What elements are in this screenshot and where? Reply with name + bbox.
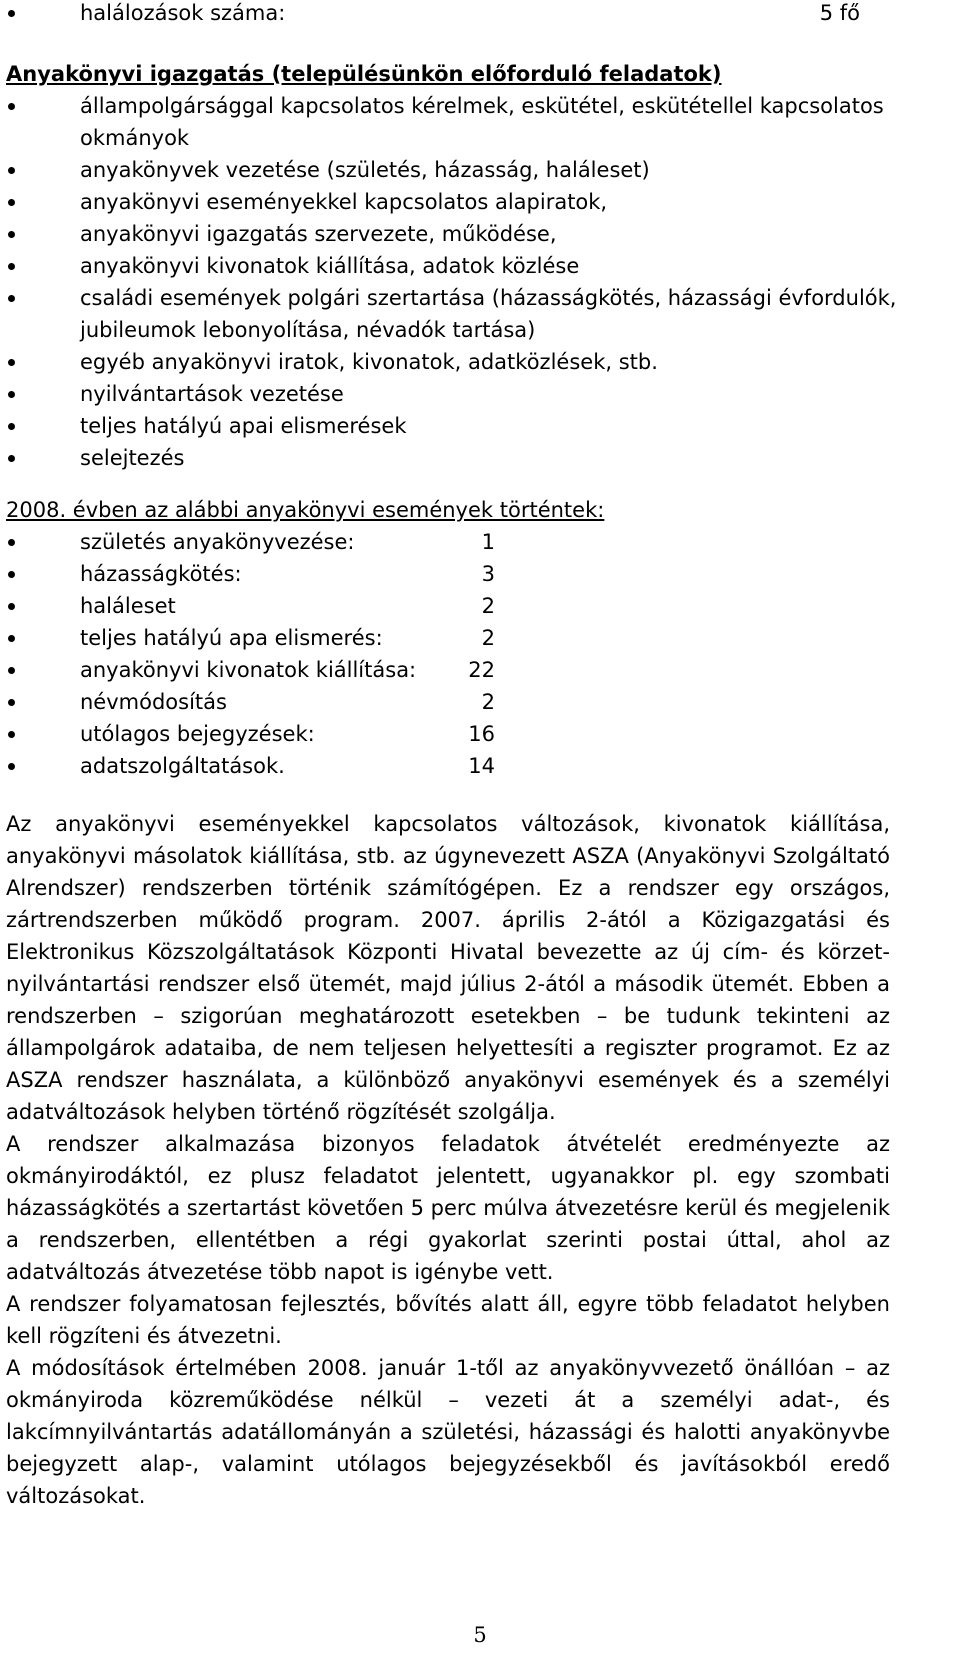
list-item — [0, 558, 906, 590]
list-item — [0, 346, 906, 378]
item-text: selejtezés — [80, 446, 185, 470]
item-text: családi események polgári szertartása (házasságkötés, házassági évfordulók, jubileumok lebonyolítása, névadók tartása) — [80, 286, 897, 342]
item-value: 5 fő — [819, 1, 860, 25]
event-row — [80, 750, 906, 782]
bullet-icon — [8, 359, 15, 366]
bullet-icon — [8, 103, 15, 110]
list-item — [0, 186, 906, 218]
bullet-icon — [8, 667, 15, 674]
section-heading: 2008. évben az alábbi anyakönyvi események történtek: — [6, 498, 605, 522]
section-events-2008 — [6, 494, 906, 782]
bullet-icon — [8, 423, 15, 430]
list-item — [0, 410, 906, 442]
bullet-icon — [8, 699, 15, 706]
event-count: 2 — [481, 690, 495, 714]
list-item — [0, 526, 906, 558]
event-label: haláleset — [80, 594, 176, 618]
bullet-icon — [8, 199, 15, 206]
item-text: nyilvántartások vezetése — [80, 382, 344, 406]
list-item — [0, 590, 906, 622]
list-item — [0, 442, 906, 474]
item-text: állampolgársággal kapcsolatos kérelmek, eskütétel, eskütétellel kapcsolatos okmányok — [80, 94, 884, 150]
list-item — [0, 622, 906, 654]
list-item — [0, 378, 906, 410]
event-label: névmódosítás — [80, 690, 227, 714]
event-count: 14 — [468, 754, 495, 778]
item-text: egyéb anyakönyvi iratok, kivonatok, adatközlések, stb. — [80, 350, 658, 374]
event-row — [80, 558, 906, 590]
event-count: 16 — [468, 722, 495, 746]
list-item — [0, 0, 880, 29]
event-count: 2 — [481, 626, 495, 650]
events-list — [0, 526, 906, 782]
bullet-icon — [8, 635, 15, 642]
event-label: teljes hatályú apa elismerés: — [80, 626, 383, 650]
event-row — [80, 526, 906, 558]
bullet-icon — [8, 10, 15, 17]
bullet-icon — [8, 263, 15, 270]
event-row — [80, 718, 906, 750]
event-row — [80, 590, 906, 622]
paragraph: A rendszer alkalmazása bizonyos feladatok átvételét eredményezte az okmányirodáktól, ez plusz feladatot jelentett, ugyanakkor pl. egy szombati házasságkötés a szertartást követően 5 perc múlva átvezetésre kerül és megjelenik a rendszerben, ellentétben a régi gyakorlat szerinti postai úttal, ahol az adatváltozás átvezetése több napot is igénybe vett. — [6, 1132, 890, 1284]
item-text: anyakönyvi kivonatok kiállítása, adatok közlése — [80, 254, 580, 278]
event-label: házasságkötés: — [80, 562, 242, 586]
item-text: teljes hatályú apai elismerések — [80, 414, 407, 438]
list-item — [0, 154, 906, 186]
bullet-icon — [8, 731, 15, 738]
paragraph: Az anyakönyvi eseményekkel kapcsolatos változások, kivonatok kiállítása, anyakönyvi másolatok kiállítása, stb. az úgynevezett ASZA (Anyakönyvi Szolgáltató Alrendszer) rendszerben történik számítógépen. Ez a rendszer egy országos, zártrendszerben működő program. 2007. április 2-ától a Közigazgatási és Elektronikus Közszolgáltatások Központi Hivatal bevezette az új cím- és körzet-nyilvántartási rendszer első ütemét, majd július 2-ától a második ütemét. Ebben a rendszerben – szigorúan meghatározott esetekben – be tudunk tekinteni az állampolgárok adataiba, de nem teljesen helyettesíti a regiszter programot. Ez az ASZA rendszer használata, a különböző anyakönyvi események és a személyi adatváltozások helyben történő rögzítését szolgálja. — [6, 812, 890, 1124]
event-row — [80, 654, 906, 686]
item-text: anyakönyvi eseményekkel kapcsolatos alapiratok, — [80, 190, 608, 214]
item-text: anyakönyvi igazgatás szervezete, működése, — [80, 222, 557, 246]
event-count: 3 — [481, 562, 495, 586]
event-label: utólagos bejegyzések: — [80, 722, 315, 746]
event-row — [80, 686, 906, 718]
bullet-icon — [8, 571, 15, 578]
paragraph: A módosítások értelmében 2008. január 1-től az anyakönyvvezető önállóan – az okmányiroda közreműködése nélkül – vezeti át a személyi adat-, és lakcímnyilvántartás adatállományán a születési, házassági és halotti anyakönyvbe bejegyzett alap-, valamint utólagos bejegyzésekből és javításokból eredő változásokat. — [6, 1356, 890, 1508]
body-text — [6, 808, 896, 1512]
bullet-icon — [8, 295, 15, 302]
list-item — [0, 750, 906, 782]
event-label: anyakönyvi kivonatok kiállítása: — [80, 658, 417, 682]
list-item — [0, 90, 906, 154]
list-item — [0, 718, 906, 750]
event-row — [80, 622, 906, 654]
event-label: adatszolgáltatások. — [80, 754, 285, 778]
event-count: 22 — [468, 658, 495, 682]
event-count: 1 — [481, 530, 495, 554]
item-label: halálozások száma: — [80, 1, 286, 25]
bullet-icon — [8, 455, 15, 462]
bullet-icon — [8, 539, 15, 546]
event-count: 2 — [481, 594, 495, 618]
list-item — [0, 686, 906, 718]
bullet-icon — [8, 167, 15, 174]
section-heading: Anyakönyvi igazgatás (településünkön előforduló feladatok) — [6, 62, 722, 86]
page-number: 5 — [473, 1623, 487, 1647]
item-text: anyakönyvek vezetése (születés, házasság, haláleset) — [80, 158, 650, 182]
section-registry-tasks — [6, 58, 906, 474]
bullet-icon — [8, 231, 15, 238]
intro-list — [0, 0, 880, 29]
bullet-icon — [8, 763, 15, 770]
list-item — [0, 218, 906, 250]
bullet-icon — [8, 391, 15, 398]
task-list — [0, 90, 906, 474]
list-item — [0, 250, 906, 282]
list-item — [0, 282, 906, 346]
list-item — [0, 654, 906, 686]
paragraph: A rendszer folyamatosan fejlesztés, bővítés alatt áll, egyre több feladatot helyben kell rögzíteni és átvezetni. — [6, 1292, 890, 1348]
bullet-icon — [8, 603, 15, 610]
event-label: születés anyakönyvezése: — [80, 530, 355, 554]
